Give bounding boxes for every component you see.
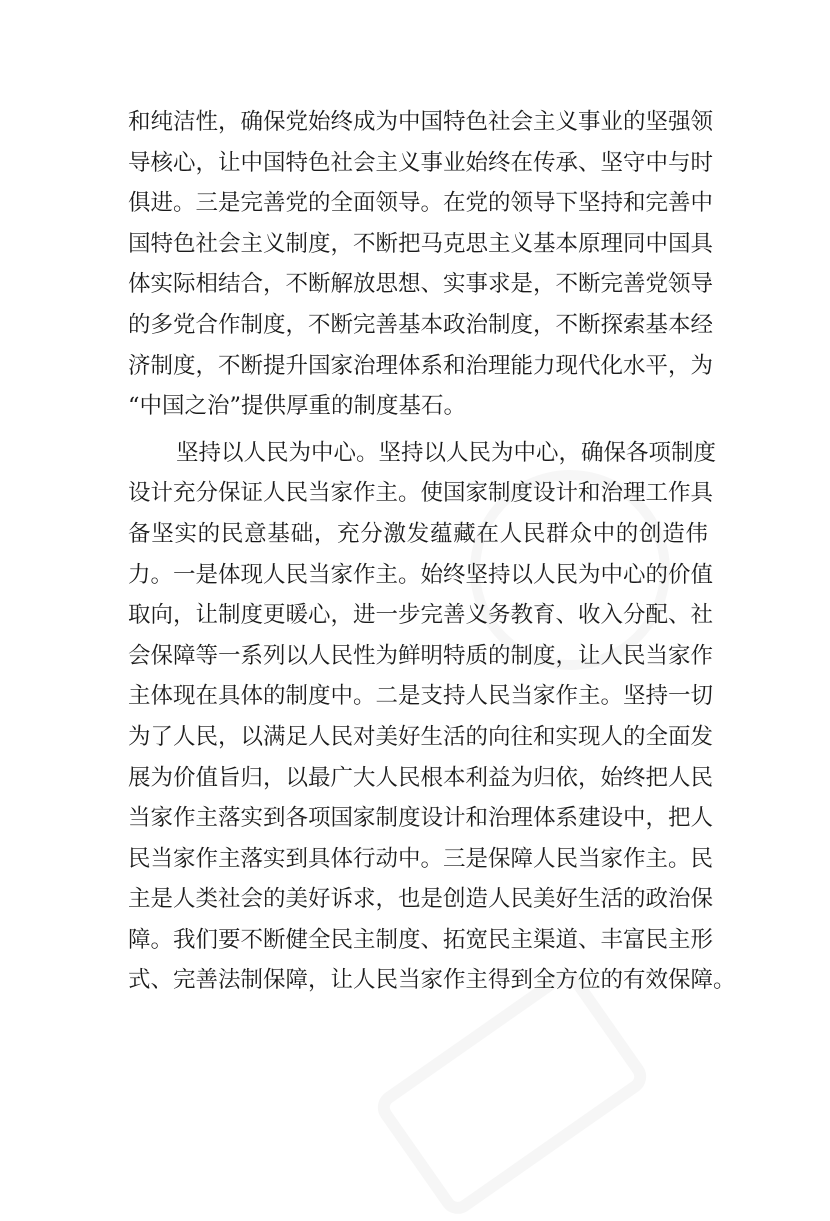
text-line: 为了人民，以满足人民对美好生活的向往和实现人的全面发 <box>128 723 714 750</box>
text-line: 国特色社会主义制度，不断把马克思主义基本原理同中国具 <box>128 230 714 257</box>
text-line: 取向，让制度更暖心，进一步完善义务教育、收入分配、社 <box>128 602 714 629</box>
text-line: 主体现在具体的制度中。二是支持人民当家作主。坚持一切 <box>128 683 714 710</box>
text-line: 备坚实的民意基础，充分激发蕴藏在人民群众中的创造伟 <box>128 520 708 547</box>
watermark-stamp <box>371 963 653 1221</box>
text-line: 的多党合作制度，不断完善基本政治制度，不断探索基本经 <box>128 311 714 338</box>
text-line: 俱进。三是完善党的全面领导。在党的领导下坚持和完善中 <box>128 190 714 217</box>
text-line: 障。我们要不断健全民主制度、拓宽民主渠道、丰富民主形 <box>128 926 714 953</box>
text-line: 设计充分保证人民当家作主。使国家制度设计和治理工作具 <box>128 480 714 507</box>
text-line: 和纯洁性，确保党始终成为中国特色社会主义事业的坚强领 <box>128 109 714 135</box>
text-line: 展为价值旨归，以最广大人民根本利益为归依，始终把人民 <box>128 764 714 791</box>
text-line: 坚持以人民为中心。坚持以人民为中心，确保各项制度 <box>176 439 717 466</box>
body-text <box>128 102 736 1001</box>
text-line: 会保障等一系列以人民性为鲜明特质的制度，让人民当家作 <box>128 642 714 669</box>
text-line: 主是人类社会的美好诉求，也是创造人民美好生活的政治保 <box>128 886 714 913</box>
text-line: 济制度，不断提升国家治理体系和治理能力现代化水平，为 <box>128 352 714 379</box>
text-line: 民当家作主落实到具体行动中。三是保障人民当家作主。民 <box>128 845 714 872</box>
text-line: 式、完善法制保障，让人民当家作主得到全方位的有效保障。 <box>128 967 736 994</box>
text-line: 力。一是体现人民当家作主。始终坚持以人民为中心的价值 <box>128 561 714 588</box>
text-line: “中国之治”提供厚重的制度基石。 <box>128 393 467 420</box>
text-line: 当家作主落实到各项国家制度设计和治理体系建设中，把人 <box>128 805 714 832</box>
text-line: 导核心，让中国特色社会主义事业始终在传承、坚守中与时 <box>128 149 714 176</box>
text-line: 体实际相结合，不断解放思想、实事求是，不断完善党领导 <box>128 271 714 298</box>
